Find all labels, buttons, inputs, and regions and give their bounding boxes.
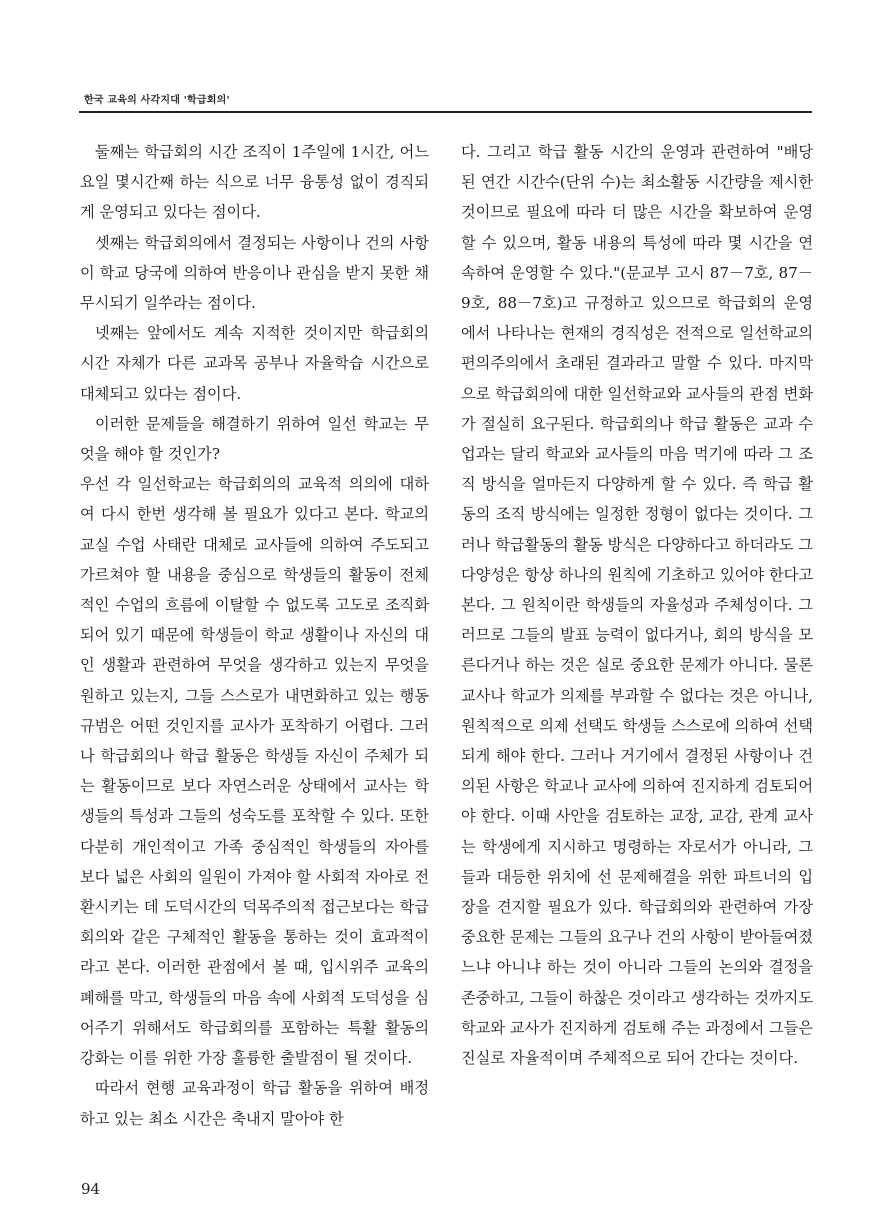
page-number: 94 [81,1180,101,1198]
header-rule [79,111,812,113]
paragraph-second-point: 둘째는 학급회의 시간 조직이 1주일에 1시간, 어느 요일 몇시간째 하는 식으로 너무 융통성 없이 경직되게 운영되고 있다는 점이다. [80,143,429,222]
paragraph-question: 이러한 문제들을 해결하기 위하여 일선 학교는 무엇을 해야 할 것인가? [80,414,429,464]
paragraph-therefore: 따라서 현행 교육과정이 학급 활동을 위하여 배정하고 있는 최소 시간은 축내지 말아야 한 [80,1079,429,1128]
right-column [461,137,813,1073]
left-column [80,137,429,1134]
paragraph-fourth-point: 넷째는 앞에서도 계속 지적한 것이지만 학급회의 시간 자체가 다른 교과목 공부나 자율학습 시간으로 대체되고 있다는 점이다. [80,324,429,403]
paragraph-continuation: 다. 그리고 학급 활동 시간의 운영과 관련하여 "배당된 연간 시간수(단위 수)는 최소활동 시간량을 제시한 것이므로 필요에 따라 더 많은 시간을 확보하여 운영할 수 있으며, 활동 내용의 특성에 따라 몇 시간을 연속하여 운영할 수 있다."(문교부 고시 87－7호, 87－9호, 88－7호)고 규정하고 있으므로 학급회의 운영에서 나타나는 현재의 경직성은 전적으로 일선학교의 편의주의에서 초래된 결과라고 말할 수 있다. 마지막으로 학급회의에 대한 일선학교와 교사들의 관점 변화가 절실히 요구된다. 학급회의나 학급 활동은 교과 수업과는 달리 학교와 교사들의 마음 먹기에 따라 그 조직 방식을 얼마든지 다양하게 할 수 있다. 즉 학급 활동의 조직 방식에는 일정한 정형이 없다는 것이다. 그러나 학급활동의 활동 방식은 다양하다고 하더라도 그 다양성은 항상 하나의 원칙에 기초하고 있어야 한다고 본다. 그 원칙이란 학생들의 자율성과 주체성이다. 그러므로 그들의 발표 능력이 없다거나, 회의 방식을 모른다거나 하는 것은 실로 중요한 문제가 아니다. 물론 교사나 학교가 의제를 부과할 수 없다는 것은 아니나, 원칙적으로 의제 선택도 학생들 스스로에 의하여 선택되게 해야 한다. 그러나 거기에서 결정된 사항이나 건의된 사항은 학교나 교사에 의하여 진지하게 검토되어야 한다. 이때 사안을 검토하는 교장, 교감, 관계 교사는 학생에게 지시하고 명령하는 자로서가 아니라, 그들과 대등한 위치에 선 문제해결을 위한 파트너의 입장을 견지할 필요가 있다. 학급회의와 관련하여 가장 중요한 문제는 그들의 요구나 건의 사항이 받아들여졌느냐 아니냐 하는 것이 아니라 그들의 논의와 결정을 존중하고, 그들이 하찮은 것이라고 생각하는 것까지도 학교와 교사가 진지하게 검토해 주는 과정에서 그들은 진실로 자율적이며 주체적으로 되어 간다는 것이다. [461,143,813,1068]
paragraph-educational-meaning: 우선 각 일선학교는 학급회의의 교육적 의의에 대하여 다시 한번 생각해 볼 필요가 있다고 본다. 학교의 교실 수업 사태란 대체로 교사들에 의하여 주도되고 가르쳐야 할 내용을 중심으로 학생들의 활동이 전체적인 수업의 흐름에 이탈할 수 없도록 고도로 조직화되어 있기 때문에 학생들이 학교 생활이나 자신의 대인 생활과 관련하여 무엇을 생각하고 있는지 무엇을 원하고 있는지, 그들 스스로가 내면화하고 있는 행동 규범은 어떤 것인지를 교사가 포착하기 어렵다. 그러나 학급회의나 학급 활동은 학생들 자신이 주체가 되는 활동이므로 보다 자연스러운 상태에서 교사는 학생들의 특성과 그들의 성숙도를 포착할 수 있다. 또한 다분히 개인적이고 가족 중심적인 학생들의 자아를 보다 넓은 사회의 일원이 가져야 할 사회적 자아로 전환시키는 데 도덕시간의 덕목주의적 접근보다는 학급회의와 같은 구체적인 활동을 통하는 것이 효과적이라고 본다. 이러한 관점에서 볼 때, 입시위주 교육의 폐해를 막고, 학생들의 마음 속에 사회적 도덕성을 심어주기 위해서도 학급회의를 포함하는 특활 활동의 강화는 이를 위한 가장 훌륭한 출발점이 될 것이다. [80,475,429,1068]
running-header: 한국 교육의 사각지대 '학급회의' [84,95,230,106]
paragraph-third-point: 셋째는 학급회의에서 결정되는 사항이나 건의 사항이 학교 당국에 의하여 반응이나 관심을 받지 못한 채 무시되기 일쑤라는 점이다. [80,233,429,313]
